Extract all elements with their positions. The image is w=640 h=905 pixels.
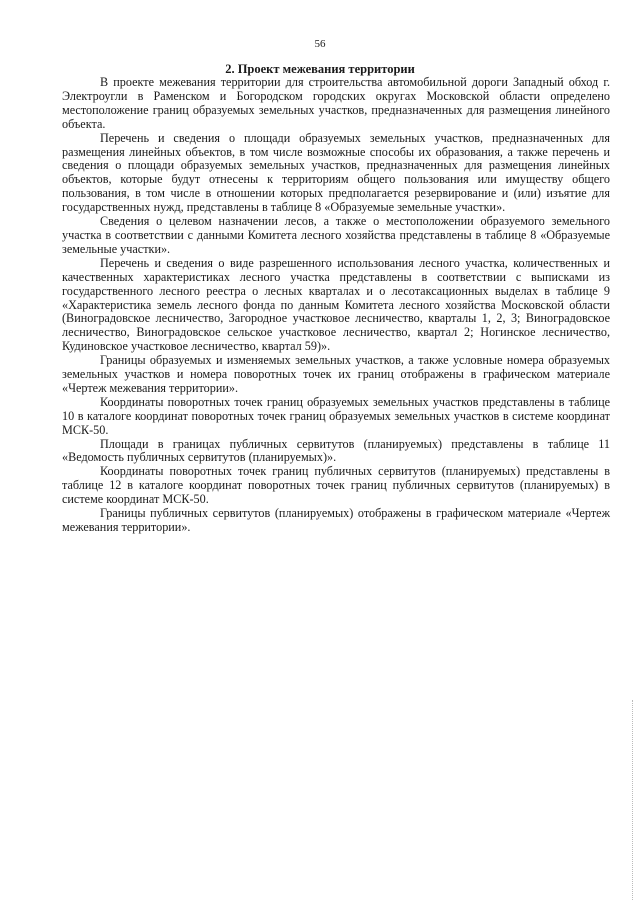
- page-number: 56: [314, 38, 326, 50]
- paragraph: Перечень и сведения о площади образуемых земельных участков, предназначенных для размещения линейных объектов, в том числе возможные способы их образования, а также перечень и сведения о площади образуемых земельных участков, предназначенных для размещения линейных объектов, которые будут отнесены к территориям общего пользования или имуществу общего пользования, в том числе в отношении которых предполагается резервирование и (или) изъятие для государственных нужд, представлены в таблице 8 «Образуемые земельные участки».: [62, 130, 610, 215]
- paragraph: В проекте межевания территории для строительства автомобильной дороги Западный обход г. Электроугли в Раменском и Богородском городских округах Московской области определено местоположение границ образуемых земельных участков, предназначенных для размещения линейного объекта.: [62, 75, 610, 131]
- paragraph: Границы образуемых и изменяемых земельных участков, а также условные номера образуемых земельных участков и номера поворотных точек их границ отображены в графическом материале «Чертеж межевания территории».: [62, 353, 610, 395]
- paragraph: Сведения о целевом назначении лесов, а также о местоположении образуемого земельного участка в соответствии с данными Комитета лесного хозяйства представлены в таблице 8 «Образуемые земельные участки».: [62, 214, 610, 256]
- scan-edge-artifact: [632, 700, 634, 900]
- paragraph: Координаты поворотных точек границ публичных сервитутов (планируемых) представлены в таблице 12 в каталоге координат поворотных точек границ публичных сервитутов (планируемых) в системе координат МСК-50.: [62, 464, 610, 507]
- section-title: 2. Проект межевания территории: [225, 62, 415, 76]
- paragraph: Площади в границах публичных сервитутов (планируемых) представлены в таблице 11 «Ведомость публичных сервитутов (планируемых)».: [62, 436, 610, 465]
- paragraph: Координаты поворотных точек границ образуемых земельных участков представлены в таблице 10 в каталоге координат поворотных точек границ образуемых земельных участков в системе координат МСК-50.: [62, 394, 610, 437]
- paragraph: Границы публичных сервитутов (планируемых) отображены в графическом материале «Чертеж межевания территории».: [62, 506, 610, 534]
- document-body: [62, 76, 610, 535]
- paragraph: Перечень и сведения о виде разрешенного использования лесного участка, количественных и качественных характеристиках лесного участка представлены в соответствии с выписками из государственного лесного реестра о лесных кварталах и о лесотаксационных выделах в таблице 9 «Характеристика земель лесного фонда по данным Комитета лесного хозяйства Московской области (Виноградовское лесничество, Загородное участковое лесничество, кварталы 1, 2, 3; Виноградовское лесничество, Виноградовское сельское участковое лесничество, квартал 2; Ногинское лесничество, Кудиновское участковое лесничество, квартал 59)».: [62, 255, 610, 354]
